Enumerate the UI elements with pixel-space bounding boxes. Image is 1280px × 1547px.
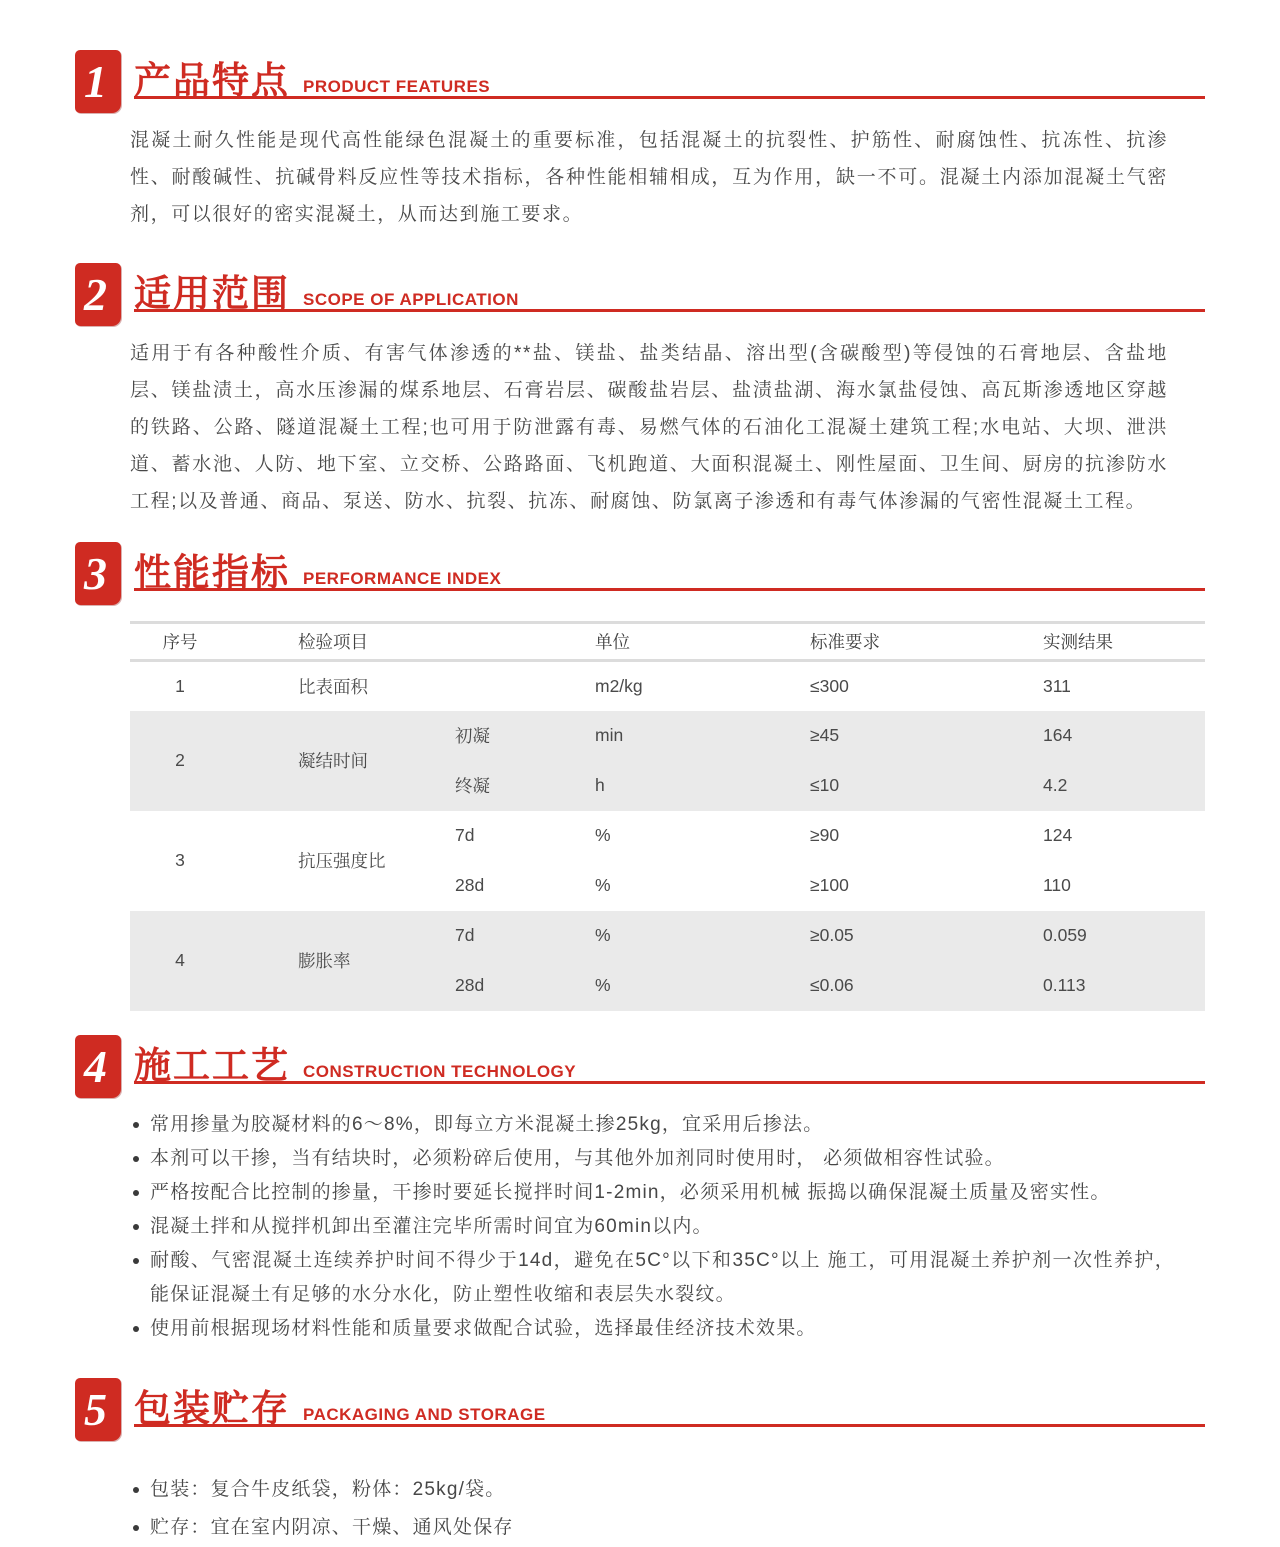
bullet-dot-icon xyxy=(133,1326,139,1332)
cell-standard: ≤10 xyxy=(780,761,1010,811)
bullet-dot-icon xyxy=(133,1487,139,1493)
section-number-badge: 1 xyxy=(75,50,121,113)
table-row xyxy=(130,661,1205,711)
cell-standard: ≤0.06 xyxy=(780,961,1010,1011)
bullet-dot-icon xyxy=(133,1525,139,1531)
bullet-text: 混凝土拌和从搅拌机卸出至灌注完毕所需时间宜为60min以内。 xyxy=(150,1215,713,1237)
cell-standard: ≥45 xyxy=(780,711,1010,761)
cell-sub xyxy=(420,661,560,711)
section-title-en: SCOPE OF APPLICATION xyxy=(303,290,519,309)
cell-result: 4.2 xyxy=(1010,761,1205,811)
cell-item: 抗压强度比 xyxy=(298,851,386,871)
section-performance-index xyxy=(75,542,1205,1011)
cell-result: 311 xyxy=(1043,675,1071,696)
performance-table xyxy=(130,621,1205,1011)
cell-sub: 28d xyxy=(420,961,560,1011)
cell-unit: % xyxy=(595,875,611,895)
section-paragraph: 混凝土耐久性能是现代高性能绿色混凝土的重要标准，包括混凝土的抗裂性、护筋性、耐腐蚀性、抗冻性、抗渗性、耐酸碱性、抗碱骨料反应性等技术指标，各种性能相辅相成，互为作用，缺一不可。混凝土内添加混凝土气密剂，可以很好的密实混凝土，从而达到施工要求。 xyxy=(130,130,1168,225)
section-header xyxy=(75,263,1205,326)
bullet-list xyxy=(130,1108,1175,1346)
cell-unit: % xyxy=(595,825,611,845)
section-title-cn: 施工工艺 xyxy=(134,1044,290,1086)
bullet-dot-icon xyxy=(133,1190,139,1196)
table-row xyxy=(130,911,1205,961)
section-number-badge: 4 xyxy=(75,1035,121,1098)
list-item xyxy=(130,1471,1175,1509)
list-item xyxy=(130,1509,1175,1547)
section-header xyxy=(75,542,1205,605)
bullet-dot-icon xyxy=(133,1258,139,1264)
cell-sub: 7d xyxy=(420,911,560,961)
cell-seq: 3 xyxy=(175,850,185,870)
cell-seq: 4 xyxy=(130,911,230,1011)
bullet-list xyxy=(130,1471,1175,1547)
cell-result: 164 xyxy=(1010,711,1205,761)
section-title-en: CONSTRUCTION TECHNOLOGY xyxy=(303,1061,577,1081)
bullet-text: 耐酸、气密混凝土连续养护时间不得少于14d，避免在5C°以下和35C°以上 施工，可用混凝土养护剂一次性养护，能保证混凝土有足够的水分水化，防止塑性收缩和表层失水裂纹。 xyxy=(150,1249,1175,1305)
cell-item: 膨胀率 xyxy=(230,911,420,1011)
col-header-standard: 标准要求 xyxy=(780,623,1010,661)
cell-sub: 终凝 xyxy=(420,761,560,811)
section-paragraph: 适用于有各种酸性介质、有害气体渗透的**盐、镁盐、盐类结晶、溶出型(含碳酸型)等侵蚀的石膏地层、含盐地层、镁盐渍土，高水压渗漏的煤系地层、石膏岩层、碳酸盐岩层、盐渍盐湖、海水氯盐侵蚀、高瓦斯渗透地区穿越的铁路、公路、隧道混凝土工程;也可用于防泄露有毒、易燃气体的石油化工混凝土建筑工程;水电站、大坝、泄洪道、蓄水池、人防、地下室、立交桥、公路路面、飞机跑道、大面积混凝土、刚性屋面、卫生间、厨房的抗渗防水工程;以及普通、商品、泵送、防水、抗裂、抗冻、耐腐蚀、防氯离子渗透和有毒气体渗漏的气密性混凝土工程。 xyxy=(130,343,1168,512)
list-item xyxy=(130,1244,1175,1312)
cell-unit: m2/kg xyxy=(595,675,643,696)
bullet-text: 贮存：宜在室内阴凉、干燥、通风处保存 xyxy=(150,1516,514,1538)
section-number-badge: 2 xyxy=(75,263,121,326)
section-underline xyxy=(134,542,1205,591)
section-underline xyxy=(134,50,1205,99)
cell-result: 0.113 xyxy=(1010,961,1205,1011)
bullet-text: 使用前根据现场材料性能和质量要求做配合试验，选择最佳经济技术效果。 xyxy=(150,1317,817,1339)
table-row xyxy=(130,811,1205,861)
cell-unit: h xyxy=(560,761,780,811)
list-item xyxy=(130,1142,1175,1176)
section-title-en: PACKAGING AND STORAGE xyxy=(303,1404,546,1424)
bullet-text: 包装：复合牛皮纸袋，粉体：25kg/袋。 xyxy=(150,1478,506,1500)
cell-seq: 2 xyxy=(130,711,230,811)
cell-sub: 初凝 xyxy=(420,711,560,761)
cell-standard: ≥0.05 xyxy=(780,911,1010,961)
table-row xyxy=(130,711,1205,761)
section-title-en: PERFORMANCE INDEX xyxy=(303,569,502,588)
cell-item: 比表面积 xyxy=(298,676,368,697)
cell-result: 110 xyxy=(1043,875,1071,895)
list-item xyxy=(130,1210,1175,1244)
cell-unit: min xyxy=(560,711,780,761)
bullet-text: 本剂可以干掺，当有结块时，必须粉碎后使用，与其他外加剂同时使用时， 必须做相容性试验。 xyxy=(150,1147,1005,1169)
section-header xyxy=(75,1035,1205,1098)
section-underline xyxy=(134,263,1205,312)
cell-standard: ≥100 xyxy=(810,875,849,895)
section-packaging-and-storage xyxy=(75,1378,1205,1547)
section-construction-technology xyxy=(75,1035,1205,1346)
section-title-cn: 适用范围 xyxy=(134,273,290,314)
section-header xyxy=(75,1378,1205,1441)
bullet-text: 严格按配合比控制的掺量，干掺时要延长搅拌时间1-2min，必须采用机械 振捣以确保混凝土质量及密实性。 xyxy=(150,1181,1111,1203)
cell-sub: 7d xyxy=(455,825,475,845)
cell-result: 0.059 xyxy=(1010,911,1205,961)
table-header-row xyxy=(130,623,1205,661)
section-scope-of-application xyxy=(75,263,1205,520)
cell-seq: 1 xyxy=(175,675,185,696)
bullet-dot-icon xyxy=(133,1122,139,1128)
list-item xyxy=(130,1312,1175,1346)
section-title-cn: 产品特点 xyxy=(134,60,290,101)
cell-sub: 28d xyxy=(455,875,485,895)
cell-standard: ≤300 xyxy=(810,675,849,696)
section-title-en: PRODUCT FEATURES xyxy=(303,77,491,96)
col-header-result: 实测结果 xyxy=(1010,623,1205,661)
section-header xyxy=(75,50,1205,113)
cell-unit: % xyxy=(560,911,780,961)
bullet-dot-icon xyxy=(133,1224,139,1230)
section-number-badge: 5 xyxy=(75,1378,121,1441)
cell-result: 124 xyxy=(1043,825,1073,845)
section-title-cn: 性能指标 xyxy=(134,552,290,593)
cell-standard: ≥90 xyxy=(810,825,840,845)
cell-unit: % xyxy=(560,961,780,1011)
col-header-unit: 单位 xyxy=(560,623,780,661)
section-underline xyxy=(134,1378,1205,1427)
list-item xyxy=(130,1176,1175,1210)
col-header-item: 检验项目 xyxy=(230,623,420,661)
col-header-seq: 序号 xyxy=(130,623,230,661)
section-number-badge: 3 xyxy=(75,542,121,605)
section-underline xyxy=(134,1035,1205,1084)
bullet-text: 常用掺量为胶凝材料的6～8%，即每立方米混凝土掺25kg，宜采用后掺法。 xyxy=(150,1113,824,1135)
cell-item: 凝结时间 xyxy=(230,711,420,811)
bullet-dot-icon xyxy=(133,1156,139,1162)
list-item xyxy=(130,1108,1175,1142)
performance-table-wrapper xyxy=(130,621,1205,1011)
section-product-features xyxy=(75,50,1205,233)
col-header-sub xyxy=(420,623,560,661)
section-title-cn: 包装贮存 xyxy=(134,1387,290,1429)
